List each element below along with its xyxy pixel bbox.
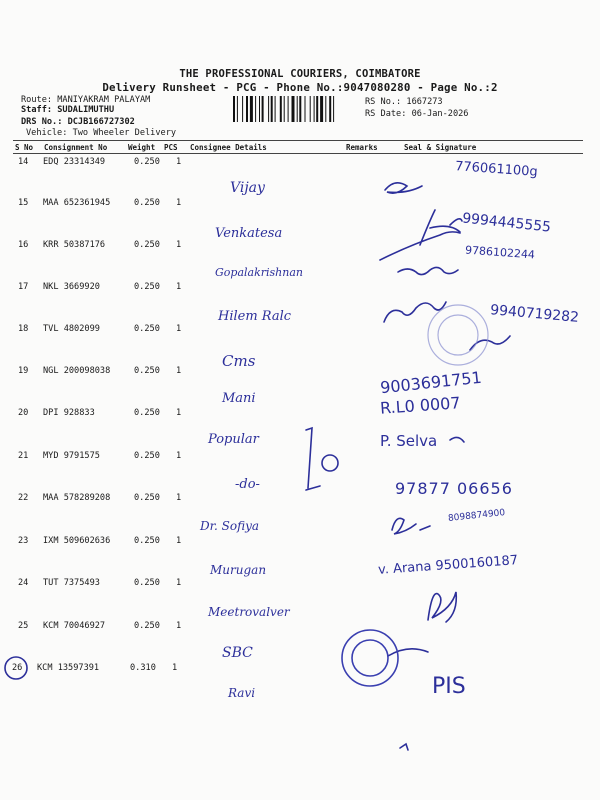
row-sno: 23: [18, 536, 29, 546]
table-row: [0, 408, 600, 422]
consignee-handwriting: Dr. Sofiya: [200, 519, 260, 533]
extra-handwriting: Ravi: [228, 686, 256, 700]
row-consignment: IXM 509602636: [43, 536, 111, 546]
route-label: Route: MANIYAKRAM PALAYAM: [21, 95, 151, 105]
consignee-handwriting: Mani: [222, 391, 256, 406]
staff-label: Staff: SUDALIMUTHU: [21, 105, 115, 115]
row-consignment: TUT 7375493: [43, 578, 100, 588]
barcode-bar: [325, 96, 326, 122]
signature-scribble: [388, 649, 428, 656]
col-weight: Weight: [128, 143, 156, 152]
barcode-bar: [233, 96, 235, 122]
barcode-bar: [297, 96, 298, 122]
barcode-bar: [333, 96, 334, 122]
barcode-image: [233, 96, 361, 122]
row-sno: 15: [18, 198, 29, 208]
row-pcs: 1: [176, 578, 182, 588]
barcode-bar: [314, 96, 315, 122]
row-pcs: 1: [176, 198, 182, 208]
row-weight: 0.250: [134, 240, 160, 250]
consignee-handwriting: Hilem Ralc: [218, 309, 292, 324]
consignee-handwriting: Popular: [208, 432, 259, 447]
barcode-bar: [255, 96, 256, 122]
barcode-bar: [292, 96, 295, 122]
signature-text: P. Selva: [380, 432, 438, 450]
rs-number: RS No.: 1667273: [365, 97, 443, 107]
row-pcs: 1: [176, 493, 182, 503]
col-seal: Seal & Signature: [404, 143, 477, 152]
signature-scribble: [398, 267, 458, 274]
row-sno: 16: [18, 240, 29, 250]
table-row: [0, 621, 600, 635]
row-weight: 0.310: [130, 663, 156, 673]
row-weight: 0.250: [134, 282, 160, 292]
barcode-bar: [316, 96, 318, 122]
table-row: [0, 536, 600, 550]
row-consignment: MAA 578289208: [43, 493, 111, 503]
row-consignment: MAA 652361945: [43, 198, 111, 208]
row-sno: 14: [18, 157, 29, 167]
signature-text: 776061100g: [454, 159, 539, 180]
table-row: [0, 663, 600, 677]
barcode-bar: [259, 96, 260, 122]
consignee-handwriting: Meetrovalver: [208, 605, 290, 619]
row-sno: 24: [18, 578, 29, 588]
row-consignment: MYD 9791575: [43, 451, 100, 461]
signature-scribble: [384, 302, 446, 322]
table-row: [0, 451, 600, 465]
row-weight: 0.250: [134, 493, 160, 503]
extra-handwriting: PIS: [432, 674, 466, 699]
table-row: [0, 198, 600, 212]
row-consignment: EDQ 23314349: [43, 157, 106, 167]
barcode-bar: [268, 96, 269, 122]
table-row: [0, 282, 600, 296]
rs-date: RS Date: 06-Jan-2026: [365, 109, 469, 119]
consignee-handwriting: Murugan: [210, 563, 267, 577]
col-consignment: Consignment No: [44, 143, 108, 152]
row-pcs: 1: [176, 157, 182, 167]
row-weight: 0.250: [134, 578, 160, 588]
row-pcs: 1: [176, 240, 182, 250]
row-sno: 19: [18, 366, 29, 376]
row-pcs: 1: [172, 663, 178, 673]
consignee-handwriting: -do-: [235, 477, 260, 492]
row-sno: 25: [18, 621, 29, 631]
col-consignee: Consignee Details: [190, 143, 267, 152]
barcode-bar: [262, 96, 264, 122]
barcode-bar: [288, 96, 289, 122]
signature-scribble: [400, 744, 408, 750]
drs-label: DRS No.: DCJB166727302: [21, 117, 135, 127]
row-consignment: NKL 3669920: [43, 282, 100, 292]
barcode-bar: [299, 96, 301, 122]
row-sno: 17: [18, 282, 29, 292]
row-sno: 21: [18, 451, 29, 461]
barcode-bar: [305, 96, 306, 122]
vehicle-label: Vehicle: Two Wheeler Delivery: [26, 128, 177, 138]
barcode-bar: [284, 96, 285, 122]
signature-text: 9786102244: [464, 243, 536, 262]
row-weight: 0.250: [134, 324, 160, 334]
barcode-bar: [246, 96, 248, 122]
consignee-handwriting: Gopalakrishnan: [215, 266, 303, 279]
row-sno: 20: [18, 408, 29, 418]
col-pcs: PCS: [164, 143, 178, 152]
signature-text: R.L0 0007: [379, 393, 462, 418]
row-weight: 0.250: [134, 157, 160, 167]
row-pcs: 1: [176, 282, 182, 292]
signature-text: 97877 06656: [395, 479, 513, 498]
row-weight: 0.250: [134, 451, 160, 461]
row-sno: 22: [18, 493, 29, 503]
barcode-bar: [275, 96, 276, 122]
row-pcs: 1: [176, 324, 182, 334]
signature-scribble: [392, 518, 430, 534]
table-row: [0, 366, 600, 380]
consignee-handwriting: Vijay: [230, 180, 265, 196]
col-sno: S No: [15, 143, 34, 152]
row-weight: 0.250: [134, 366, 160, 376]
signature-text: v. Arana 9500160187: [377, 553, 519, 578]
col-remarks: Remarks: [346, 143, 378, 152]
row-weight: 0.250: [134, 408, 160, 418]
row-consignment: KRR 50387176: [43, 240, 106, 250]
header-rule-top: [13, 140, 583, 141]
row-consignment: KCM 70046927: [43, 621, 106, 631]
barcode-bar: [237, 96, 238, 122]
row-weight: 0.250: [134, 621, 160, 631]
signature-text: 9994445555: [461, 210, 552, 236]
row-pcs: 1: [176, 366, 182, 376]
barcode-bar: [250, 96, 253, 122]
row-pcs: 1: [176, 408, 182, 418]
row-weight: 0.250: [134, 198, 160, 208]
barcode-bar: [310, 96, 311, 122]
stamp-mark: [342, 630, 398, 686]
signature-scribble: [450, 437, 464, 442]
company-title: THE PROFESSIONAL COURIERS, COIMBATORE: [179, 68, 421, 80]
barcode-bar: [280, 96, 282, 122]
row-pcs: 1: [176, 536, 182, 546]
row-consignment: DPI 928833: [43, 408, 95, 418]
row-consignment: NGL 200098038: [43, 366, 111, 376]
runsheet-subtitle: Delivery Runsheet - PCG - Phone No.:9047080280 - Page No.:2: [102, 81, 498, 94]
signature-scribble: [470, 336, 510, 350]
table-row: [0, 578, 600, 592]
consignee-handwriting: SBC: [222, 645, 253, 661]
row-weight: 0.250: [134, 536, 160, 546]
row-pcs: 1: [176, 451, 182, 461]
consignee-handwriting: Cms: [222, 352, 256, 370]
row-consignment: KCM 13597391: [37, 663, 100, 673]
signature-scribble: [428, 592, 456, 622]
signature-text: 9003691751: [379, 367, 483, 398]
row-consignment: TVL 4802099: [43, 324, 100, 334]
row-pcs: 1: [176, 621, 182, 631]
signature-text: 9940719282: [489, 302, 580, 326]
header-rule-bottom: [13, 153, 583, 154]
table-row: [0, 324, 600, 338]
consignee-handwriting: Venkatesa: [215, 226, 283, 241]
barcode-bar: [242, 96, 243, 122]
signature-scribble: [385, 183, 422, 193]
row-sno: 26: [12, 663, 23, 673]
barcode-bar: [271, 96, 273, 122]
signature-text: 8098874900: [447, 508, 506, 524]
barcode-bar: [329, 96, 331, 122]
row-sno: 18: [18, 324, 29, 334]
barcode-bar: [320, 96, 323, 122]
